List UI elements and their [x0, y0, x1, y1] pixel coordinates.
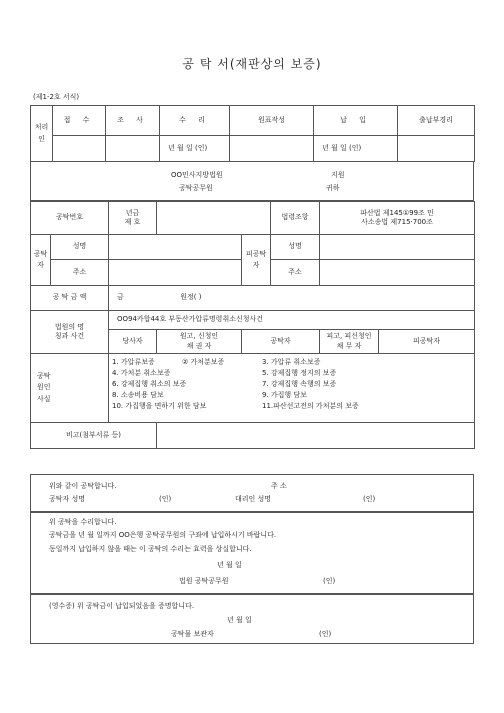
court-officer: 공탁공무원: [179, 184, 213, 192]
cause-item-6: 6. 강제집행 취소의 보증: [112, 380, 187, 388]
law-label: 법령조항: [271, 202, 320, 235]
depositee-name-label: 성명: [271, 235, 320, 260]
accept-line-3: 동일까지 납입하지 않을 때는 이 공탁의 수리는 효력을 상실합니다.: [49, 545, 252, 553]
accept-line-2: 공탁금을 년 월 일까지 OO은행 공탁공무원의 구좌에 납입하시기 바랍니다.: [49, 531, 277, 539]
amount-label: 공 탁 금 액: [31, 286, 109, 311]
header-payment: 납 입: [314, 106, 398, 136]
header-receipt: 접 수: [53, 106, 106, 136]
deposit-no-value[interactable]: [157, 202, 271, 235]
cell-receipt[interactable]: [53, 136, 106, 162]
depositee-name-field[interactable]: [320, 235, 475, 260]
page-title: 공 탁 서(재판상의 보증): [182, 57, 322, 71]
cause-item-8: 8. 소송비용 담보: [112, 391, 164, 399]
case-depositee: 피공탁자: [379, 330, 475, 354]
accept-line-1: 위 공탁을 수리합니다.: [49, 518, 117, 526]
law-value: 파산법 제145①99조 민 사소송법 제715·700조: [320, 202, 475, 235]
depositor-name-label: 성명: [51, 235, 109, 260]
declare-seal-2: (인): [363, 495, 376, 503]
form-number: (제1-2호 서식): [33, 93, 80, 101]
depositor-addr-label: 주소: [51, 260, 109, 286]
declare-text: 위와 같이 공탁합니다.: [49, 482, 117, 490]
amount-field[interactable]: 금 원정( ): [109, 286, 475, 311]
processor-side-label: 처리인: [31, 106, 53, 162]
declare-addr: 주 소: [271, 482, 287, 490]
court-honorific: 귀하: [326, 184, 340, 192]
declare-agent: 대리인 성명: [235, 495, 272, 503]
court-branch: 지원: [331, 171, 345, 179]
receipt-keeper: 공탁물 보관자: [171, 630, 214, 638]
cause-label: 공탁원인사실: [31, 354, 109, 423]
note-label: 비고(첨부서류 등): [31, 423, 157, 449]
deposit-main-table: [30, 201, 475, 449]
cause-item-10: 10. 가집행을 면하기 위한 담보: [112, 402, 207, 410]
receipt-date: 년 월 일: [227, 616, 252, 624]
receipt-line-1: (영수증) 위 공탁금이 납입되었음을 증명합니다.: [49, 602, 195, 610]
cause-item-11: 11.파산선고전의 가처분의 보증: [262, 402, 359, 410]
case-defendant: 피고, 피신청인 채 무 자: [320, 330, 379, 354]
cause-item-7: 7. 강제집행 속행의 보증: [262, 380, 337, 388]
depositor-side-label: 공탁자: [31, 235, 51, 286]
accept-date: 년 월 일: [217, 561, 242, 569]
accept-seal: (인): [323, 577, 336, 585]
declaration-block: [30, 474, 474, 512]
accept-officer: 법원 공탁공무원: [179, 577, 229, 585]
depositor-name-field[interactable]: [109, 235, 242, 260]
case-label: 법원의 명 칭과 사건: [31, 311, 109, 354]
cause-item-9: 9. 가집행 담보: [262, 391, 307, 399]
header-ledger: 원표작성: [230, 106, 314, 136]
cell-investigation[interactable]: [106, 136, 160, 162]
depositee-addr-label: 주소: [271, 260, 320, 286]
case-name: OO94카합44호 부동산가압류명령취소신청사건: [109, 311, 475, 330]
cause-item-2: ② 가처분보증: [182, 358, 225, 366]
cell-accounting[interactable]: [398, 136, 475, 162]
depositee-side-label: 피공탁자: [242, 235, 271, 286]
cause-item-1: 1. 가압류보증: [112, 358, 155, 366]
deposit-no-label: 공탁번호: [31, 202, 109, 235]
deposit-year: 년금 제 호: [109, 202, 157, 235]
cause-items: [109, 354, 475, 423]
case-depositor: 공탁자: [242, 330, 320, 354]
cell-payment-date: 년 월 일 (인): [314, 136, 398, 162]
depositee-addr-field[interactable]: [320, 260, 475, 286]
cause-item-3: 3. 가압류 취소보증: [262, 358, 321, 366]
declare-depositor: 공탁자 성명: [49, 495, 86, 503]
header-accounting: 출납부경리: [398, 106, 475, 136]
case-plaintiff: 원고, 신청인 채 권 자: [157, 330, 242, 354]
header-acceptance: 수 리: [160, 106, 230, 136]
cause-item-4: 4. 가처분 취소보증: [112, 369, 171, 377]
declare-seal-1: (인): [159, 495, 172, 503]
cell-ledger[interactable]: [230, 136, 314, 162]
note-field[interactable]: [157, 423, 475, 449]
cause-item-5: 5. 강제집행 정지의 보증: [262, 369, 337, 377]
case-party: 당사자: [109, 330, 157, 354]
receipt-block: [30, 594, 474, 644]
processing-table: [30, 105, 475, 162]
header-investigation: 조 사: [106, 106, 160, 136]
receipt-seal: (인): [319, 630, 332, 638]
court-addressee: [30, 161, 474, 201]
acceptance-block: [30, 512, 474, 594]
depositor-addr-field[interactable]: [109, 260, 242, 286]
cell-acceptance-date: 년 월 일 (인): [160, 136, 230, 162]
court-name: OO민사지방법원: [171, 171, 223, 179]
